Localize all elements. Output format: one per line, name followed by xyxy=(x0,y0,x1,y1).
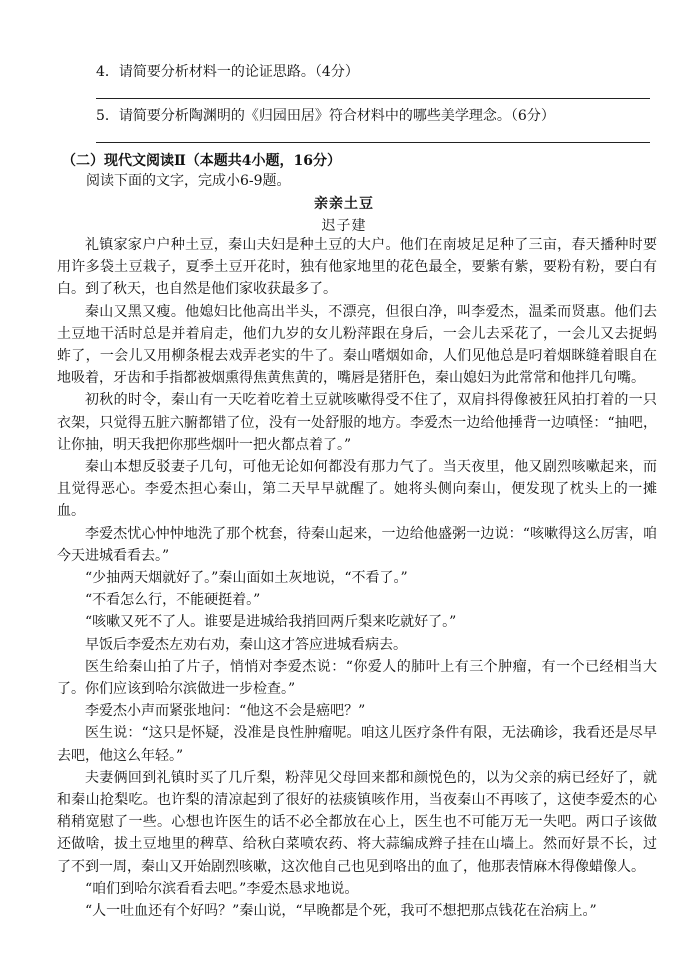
story-author: 迟子建 xyxy=(321,218,367,234)
story-paragraph: 秦山本想反驳妻子几句，可他无论如何都没有那力气了。当天夜里，他又剧烈咳嗽起来，而且觉得恶心。李爱杰担心秦山，第二天早早就醒了。她将头侧向秦山，便发现了枕头上的一摊血。 xyxy=(57,459,657,520)
story-paragraph: 早饭后李爱杰左劝右劝，秦山这才答应进城看病去。 xyxy=(85,636,407,653)
story-paragraph: “咳嗽又死不了人。谁要是进城给我捎回两斤梨来吃就好了。” xyxy=(85,614,457,631)
story-paragraph: 李爱杰小声而紧张地问：“他这不会是癌吧？” xyxy=(85,703,366,720)
story-paragraph: 医生说：“这只是怀疑，没准是良性肿瘤呢。咱这儿医疗条件有限，无法确诊，我看还是尽早去吧，他这么年轻。” xyxy=(57,725,657,764)
question-4: 4．请简要分析材料一的论证思路。（4分） xyxy=(96,64,359,80)
story-paragraph: “咱们到哈尔滨看看去吧。”李爱杰恳求地说。 xyxy=(85,880,359,897)
story-paragraph: 李爱杰忧心忡忡地洗了那个枕套，待秦山起来，一边给他盛粥一边说：“咳嗽得这么厉害，咱今天进城看看去。” xyxy=(57,525,657,564)
story-paragraph: “少抽两天烟就好了。”秦山面如土灰地说，“不看了。” xyxy=(85,570,408,587)
reading-instruction: 阅读下面的文字，完成小6-9题。 xyxy=(86,173,291,189)
story-paragraph: 夫妻俩回到礼镇时买了几斤梨，粉萍见父母回来都和颜悦色的，以为父亲的病已经好了，就和秦山抢梨吃。也许梨的清凉起到了很好的祛痰镇咳作用，当夜秦山不再咳了，这使李爱杰的心稍稍宽慰了一些。心想也许医生的话不必全都放在心上，医生也不可能万无一失吧。两口子该做还做啥，拔土豆地里的稗草、给秋白菜喷农药、将大蒜编成辫子挂在山墙上。然而好景不长，过了不到一周，秦山又开始剧烈咳嗽，这次他自己也见到咯出的血了，他那表情麻木得像蜡像人。 xyxy=(57,769,657,875)
story-paragraph: 秦山又黑又瘦。他媳妇比他高出半头，不漂亮，但很白净，叫李爱杰，温柔而贤惠。他们去土豆地干活时总是并着肩走，他们九岁的女儿粉萍跟在身后，一会儿去采花了，一会儿又去捉蚂蚱了，一会儿又用柳条棍去戏弄老实的牛了。秦山嗜烟如命，人们见他总是叼着烟眯缝着眼自在地吸着，牙齿和手指都被烟熏得焦黄焦黄的，嘴唇是猪肝色，秦山媳妇为此常常和他拌几句嘴。 xyxy=(57,303,657,387)
story-title: 亲亲土豆 xyxy=(314,196,374,212)
story-paragraph: 医生给秦山拍了片子，悄悄对李爱杰说：“你爱人的肺叶上有三个肿瘤，有一个已经相当大了。你们应该到哈尔滨做进一步检查。” xyxy=(57,658,657,698)
question-5: 5．请简要分析陶渊明的《归园田居》符合材料中的哪些美学理念。（6分） xyxy=(96,108,555,124)
story-paragraph: 初秋的时令，秦山有一天吃着吃着土豆就咳嗽得受不住了，双肩抖得像被狂风拍打着的一只衣架，只觉得五脏六腑都错了位，没有一处舒服的地方。李爱杰一边给他捶背一边嗔怪：“抽吧，让你抽，明天我把你那些烟叶一把火都点着了。” xyxy=(57,392,657,453)
story-paragraph: 礼镇家家户户种土豆，秦山夫妇是种土豆的大户。他们在南坡足足种了三亩，春天播种时要用许多袋土豆栽子，夏季土豆开花时，独有他家地里的花色最全，要紫有紫，要粉有粉，要白有白。到了秋天，也自然是他们家收获最多了。 xyxy=(57,237,657,298)
section-heading: （二）现代文阅读Ⅱ（本题共4小题，16分） xyxy=(62,153,342,169)
answer-line-q5 xyxy=(96,142,650,143)
story-body xyxy=(57,234,657,922)
story-paragraph: “不看怎么行，不能硬挺着。” xyxy=(85,592,261,609)
story-paragraph: “人一吐血还有个好吗？”秦山说，“早晚都是个死，我可不想把那点钱花在治病上。” xyxy=(85,903,597,920)
answer-line-q4 xyxy=(96,98,650,99)
